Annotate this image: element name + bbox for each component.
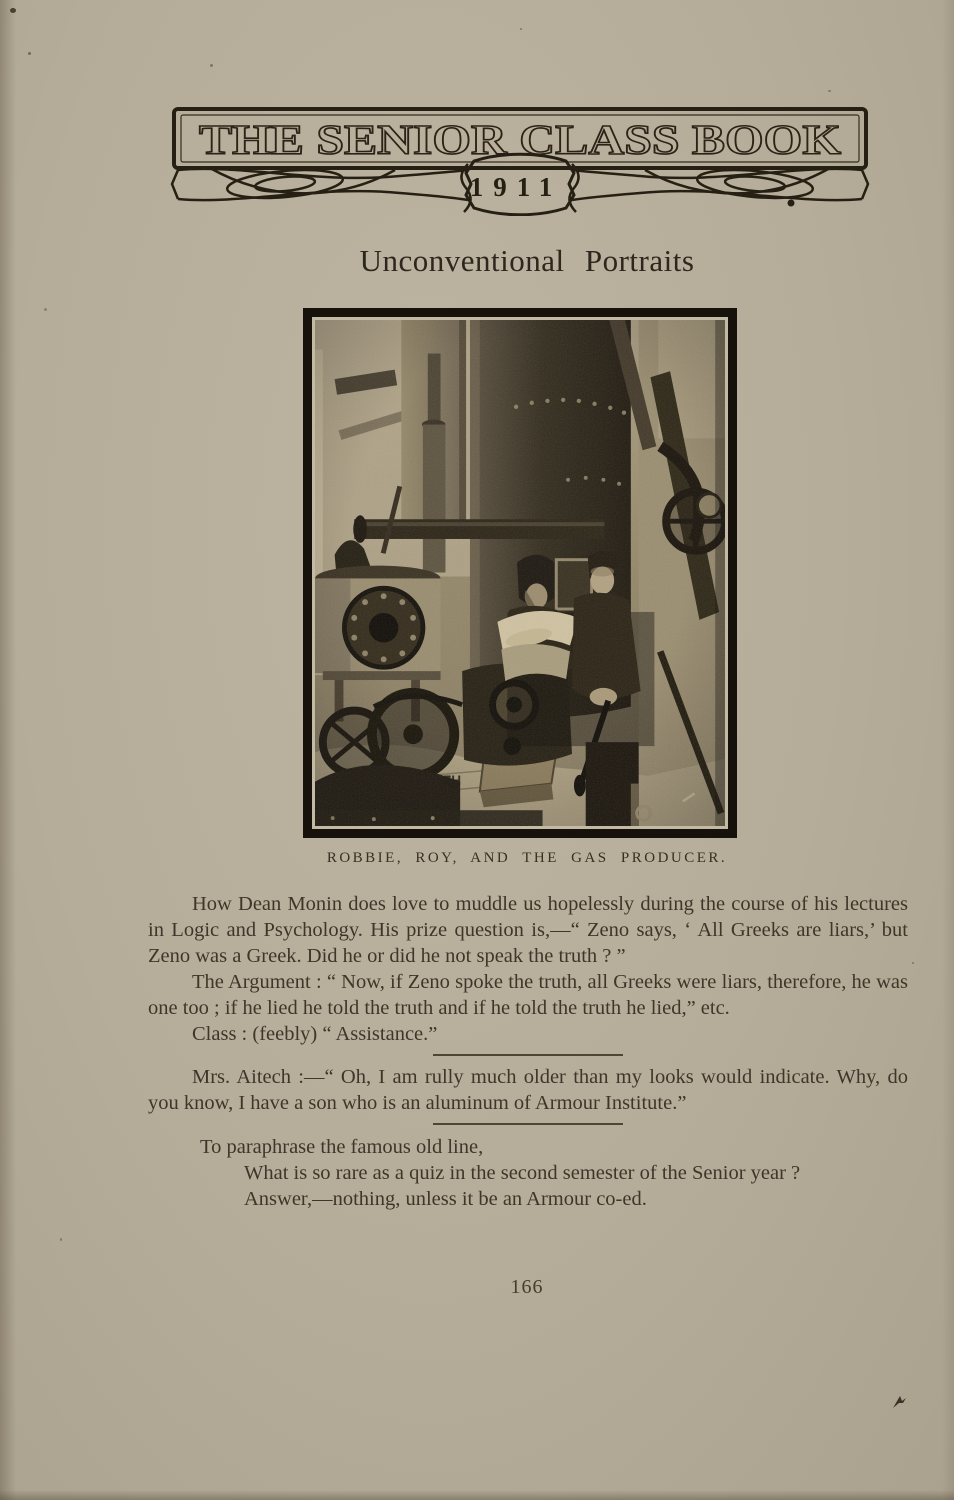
ink-speck — [28, 52, 31, 55]
paragraph-dean-monin: How Dean Monin does love to muddle us hopelessly during the course of his lectures in Logic and Psychology. His prize question is,—“ Zeno says, ‘ All Greeks are liars,’ but Zeno was a Greek. Did he or did he not speak the truth ? ” — [148, 893, 908, 967]
ink-blot — [890, 1392, 912, 1412]
verse-line: Answer,—nothing, unless it be an Armour co-ed. — [244, 1188, 647, 1210]
ink-speck — [912, 962, 914, 964]
paragraph-mrs-aitech: Mrs. Aitech :—“ Oh, I am rully much older than my looks would indicate. Why, do you know, I have a son who is an aluminum of Armour Institute.” — [148, 1066, 908, 1114]
photo-illustration — [315, 320, 725, 826]
banner-title: THE SENIOR CLASS BOOK — [199, 118, 842, 164]
photo-frame — [303, 308, 737, 838]
page-number: 166 — [510, 1276, 544, 1298]
verse-line: To paraphrase the famous old line, — [200, 1136, 484, 1158]
ink-speck — [60, 1238, 62, 1241]
body-text — [148, 891, 908, 1212]
section-divider — [433, 1054, 623, 1056]
ink-speck — [828, 90, 831, 92]
verse-line: What is so rare as a quiz in the second semester of the Senior year ? — [244, 1162, 801, 1184]
section-divider — [433, 1123, 623, 1125]
banner-period-dot — [788, 200, 795, 207]
ink-speck — [10, 8, 16, 13]
verse-stanza — [148, 1134, 908, 1212]
masthead-banner — [170, 104, 870, 216]
masthead-banner-art — [170, 104, 870, 216]
ink-speck — [210, 64, 213, 67]
page-title: Unconventional Portraits — [359, 243, 695, 278]
paragraph-argument: The Argument : “ Now, if Zeno spoke the truth, all Greeks were liars, therefore, he was one too ; if he lied he told the truth and if he told the truth he lied,” etc. — [148, 971, 908, 1019]
paragraph-class-reply: Class : (feebly) “ Assistance.” — [192, 1023, 438, 1045]
ink-speck — [44, 308, 47, 311]
photo-caption: ROBBIE, ROY, AND THE GAS PRODUCER. — [326, 850, 728, 866]
banner-year: 1911 — [469, 172, 563, 202]
ink-speck — [520, 28, 522, 30]
